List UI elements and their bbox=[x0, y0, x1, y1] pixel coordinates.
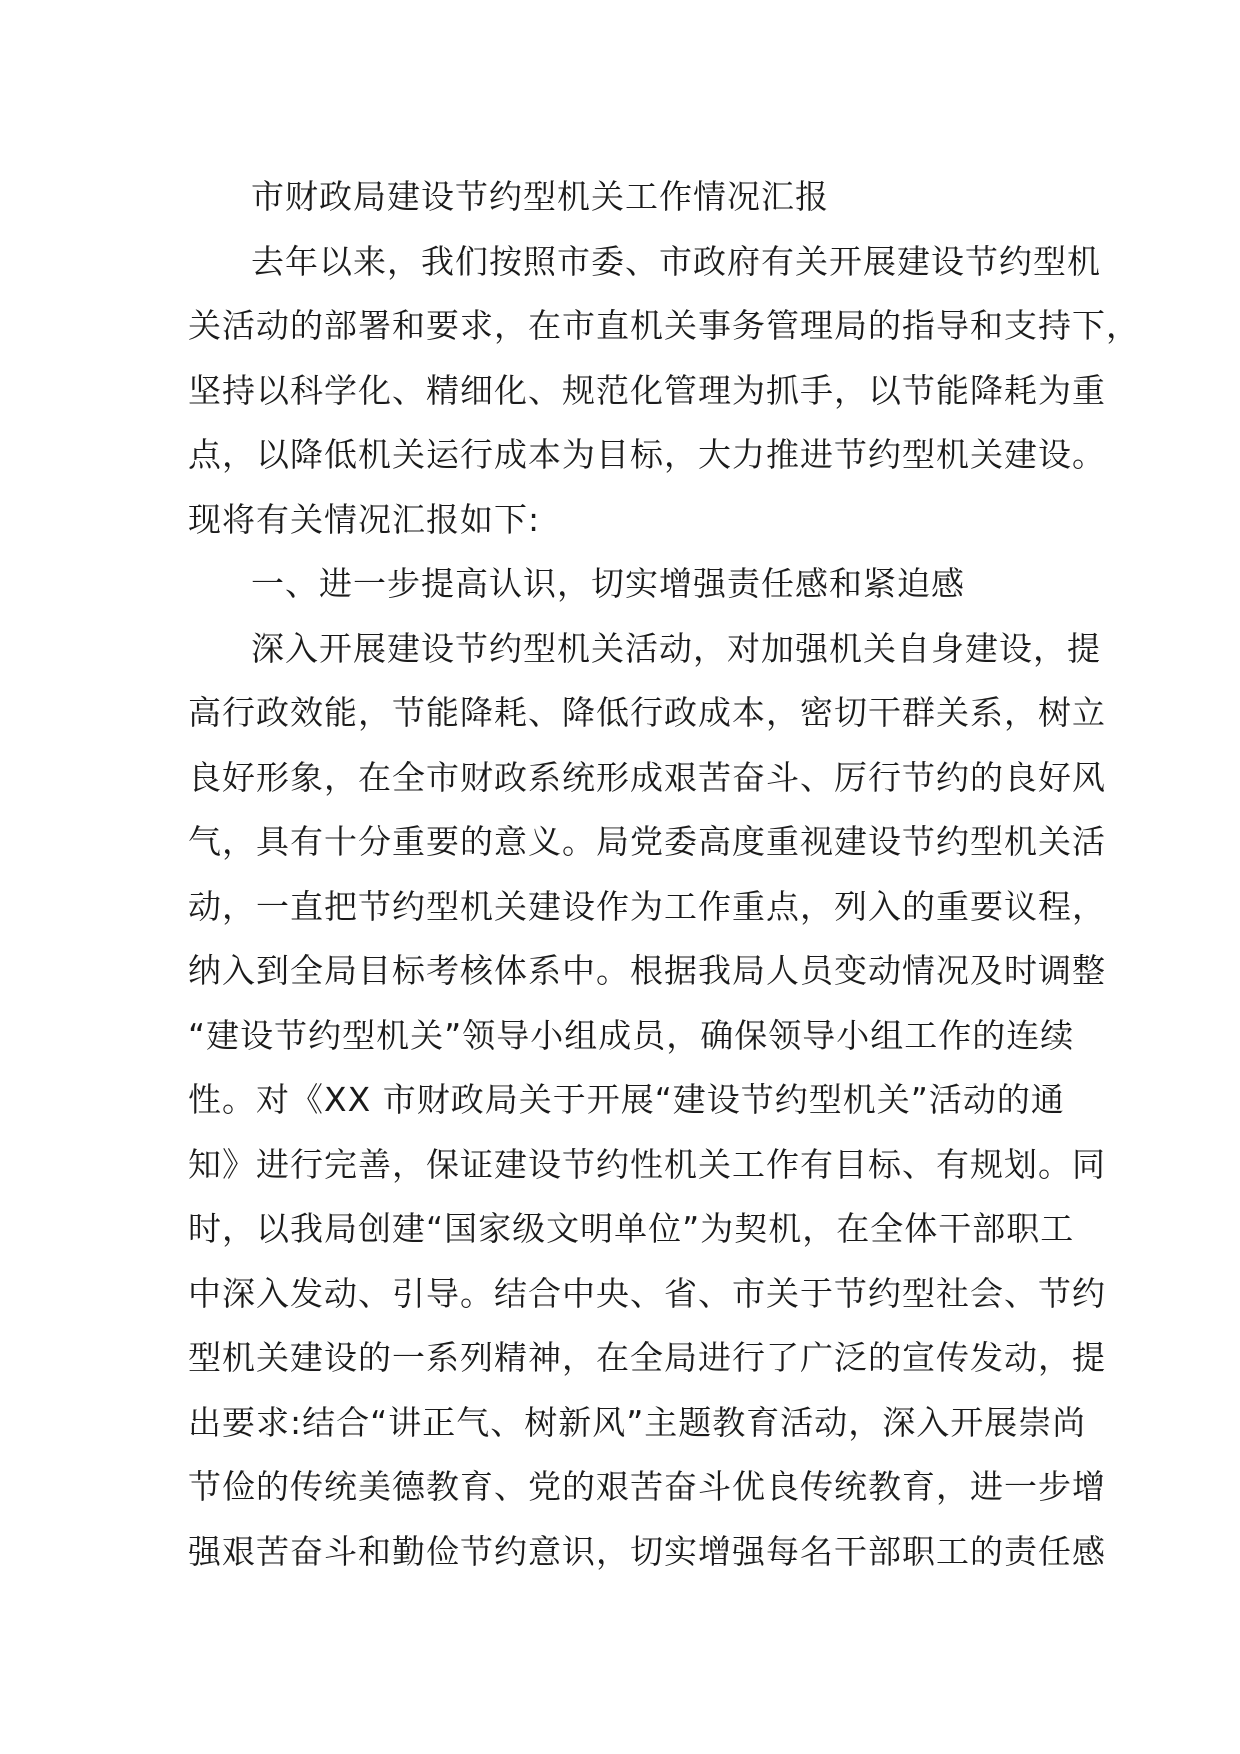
paragraph-line: 动，一直把节约型机关建设作为工作重点，列入的重要议程， bbox=[188, 886, 1106, 926]
paragraph-line: 时，以我局创建“国家级文明单位”为契机，在全体干部职工 bbox=[188, 1209, 1075, 1248]
paragraph-line: 坚持以科学化、精细化、规范化管理为抓手，以节能降耗为重 bbox=[188, 370, 1106, 410]
paragraph-line: 高行政效能，节能降耗、降低行政成本，密切干群关系，树立 bbox=[188, 693, 1106, 732]
paragraph-line: 强艰苦奋斗和勤俭节约意识，切实增强每名干部职工的责任感 bbox=[188, 1531, 1106, 1571]
paragraph-line: “建设节约型机关”领导小组成员，确保领导小组工作的连续 bbox=[188, 1015, 1075, 1055]
document-body bbox=[188, 165, 1140, 1584]
paragraph-line: 型机关建设的一系列精神，在全局进行了广泛的宣传发动，提 bbox=[188, 1338, 1106, 1377]
paragraph-line: 知》进行完善，保证建设节约性机关工作有目标、有规划。同 bbox=[188, 1144, 1106, 1184]
paragraph-line: 关活动的部署和要求，在市直机关事务管理局的指导和支持下， bbox=[188, 306, 1140, 345]
paragraph-line: 性。对《XX 市财政局关于开展“建设节约型机关”活动的通 bbox=[188, 1080, 1065, 1119]
paragraph-line: 去年以来，我们按照市委、市政府有关开展建设节约型机 bbox=[251, 241, 1101, 281]
section-heading: 一、进一步提高认识，切实增强责任感和紧迫感 bbox=[251, 564, 965, 603]
paragraph-line: 现将有关情况汇报如下: bbox=[188, 499, 541, 539]
paragraph-line: 节俭的传统美德教育、党的艰苦奋斗优良传统教育，进一步增 bbox=[188, 1467, 1106, 1506]
paragraph-line: 出要求:结合“讲正气、树新风”主题教育活动，深入开展崇尚 bbox=[188, 1402, 1087, 1442]
paragraph-line: 深入开展建设节约型机关活动，对加强机关自身建设，提 bbox=[251, 628, 1101, 668]
paragraph-line: 纳入到全局目标考核体系中。根据我局人员变动情况及时调整 bbox=[188, 951, 1106, 990]
paragraph-line: 气，具有十分重要的意义。局党委高度重视建设节约型机关活 bbox=[188, 822, 1106, 861]
paragraph-line: 点，以降低机关运行成本为目标，大力推进节约型机关建设。 bbox=[188, 435, 1106, 474]
paragraph-line: 中深入发动、引导。结合中央、省、市关于节约型社会、节约 bbox=[188, 1273, 1106, 1313]
report-title: 市财政局建设节约型机关工作情况汇报 bbox=[251, 177, 829, 216]
paragraph-line: 良好形象，在全市财政系统形成艰苦奋斗、厉行节约的良好风 bbox=[188, 757, 1106, 797]
